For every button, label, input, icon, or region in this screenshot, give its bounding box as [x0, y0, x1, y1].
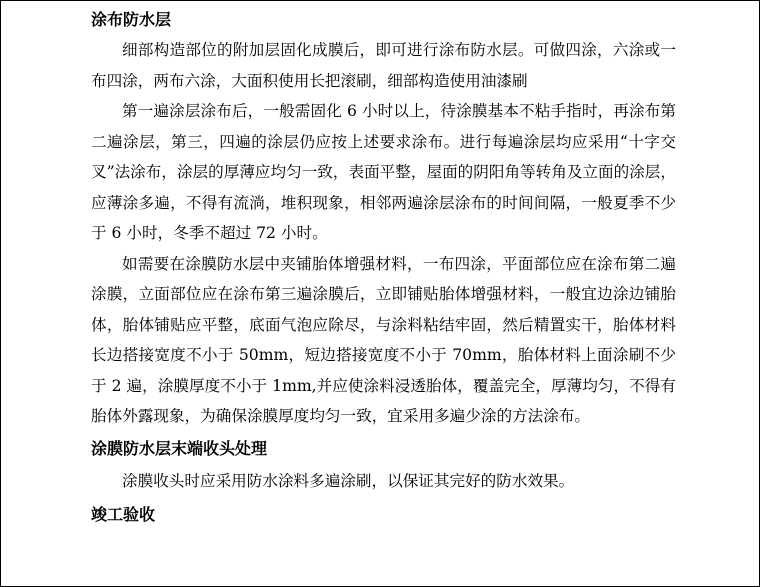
section-heading-edge-finishing: 涂膜防水层末端收头处理 [91, 438, 268, 458]
section-heading-acceptance: 竣工验收 [91, 505, 156, 524]
paragraph-edge-finishing: 涂膜收头时应采用防水涂料多遍涂刷，以保证其完好的防水效果。 [122, 471, 575, 490]
paragraph-coating-passes: 第一遍涂层涂布后，一般需固化 6 小时以上，待涂膜基本不粘手指时，再涂布第二遍涂层，第三，四遍的涂层仍应按上述要求涂布。进行每遍涂层均应采用“十字交叉”法涂布，涂层的厚薄应均匀一致，表面平整，屋面的阴阳角等转角及立面的涂层，应薄涂多遍，不得有流淌，堆积现象，相邻两遍涂层涂布的时间间隔，一般夏季不少于 6 小时，冬季不超过 72 小时。 [91, 102, 676, 242]
section-heading-coating-layer: 涂布防水层 [91, 10, 172, 29]
paragraph-coating-intro: 细部构造部位的附加层固化成膜后，即可进行涂布防水层。可做四涂，六涂或一布四涂，两布六涂，大面积使用长把滚刷，细部构造使用油漆刷 [91, 41, 676, 90]
paragraph-reinforcement-material: 如需要在涂膜防水层中夹铺胎体增强材料，一布四涂，平面部位应在涂布第二遍涂膜，立面部位应在涂布第三遍涂膜后，立即铺贴胎体增强材料，一般宜边涂边铺胎体，胎体铺贴应平整，底面气泡应除尽，与涂料粘结牢固，然后精置实干，胎体材料长边搭接宽度不小于 50mm，短边搭接宽度不小于 70mm，胎体材料上面涂刷不少于 2 遍，涂膜厚度不小于 1mm,并应使涂料浸透胎体，覆盖完全，厚薄均匀，不得有胎体外露现象，为确保涂膜厚度均匀一致，宜采用多遍少涂的方法涂布。 [91, 254, 676, 425]
document-body [91, 5, 676, 530]
